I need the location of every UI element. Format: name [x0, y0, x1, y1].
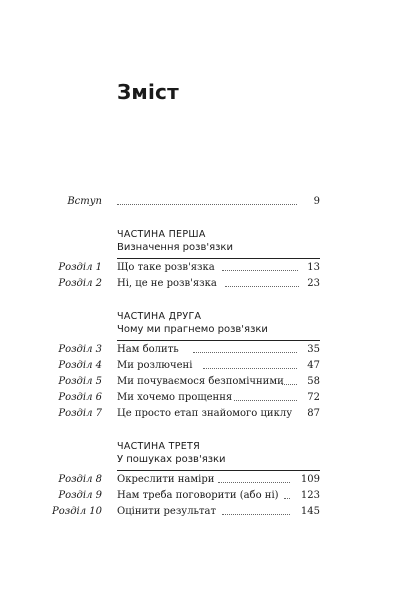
dot-leader: [203, 368, 297, 369]
toc-entry[interactable]: [0, 342, 400, 358]
entry-page: 145: [300, 506, 320, 517]
toc-entry[interactable]: [0, 488, 400, 504]
entry-label: Розділ 1: [58, 262, 102, 273]
part-title[interactable]: У пошуках розв'язки: [117, 453, 320, 471]
part-label: ЧАСТИНА ДРУГА: [117, 311, 202, 322]
dot-leader: [222, 270, 298, 271]
entry-title: Це просто етап знайомого циклу: [117, 408, 293, 419]
dot-leader: [282, 384, 297, 385]
toc-entry[interactable]: [0, 358, 400, 374]
toc-entry[interactable]: [0, 390, 400, 406]
part-label: ЧАСТИНА ТРЕТЯ: [117, 441, 201, 452]
entry-label: Розділ 6: [58, 392, 102, 403]
toc-entry-intro[interactable]: [0, 194, 400, 210]
entry-label: Розділ 5: [58, 376, 102, 387]
entry-page: 109: [300, 474, 320, 485]
entry-page: 9: [313, 196, 320, 207]
entry-label: Розділ 4: [58, 360, 102, 371]
entry-page: 58: [307, 376, 320, 387]
dot-leader: [222, 514, 290, 515]
entry-title: Нам болить: [117, 344, 179, 355]
entry-page: 35: [307, 344, 320, 355]
dot-leader: [225, 286, 299, 287]
toc-entry[interactable]: [0, 472, 400, 488]
entry-page: 13: [307, 262, 320, 273]
entry-title: Оцінити результат: [117, 506, 217, 517]
page-title: Зміст: [117, 80, 179, 104]
entry-label: Розділ 2: [58, 278, 102, 289]
entry-title: Окреслити наміри: [117, 474, 215, 485]
entry-label: Вступ: [67, 196, 102, 207]
entry-label: Розділ 3: [58, 344, 102, 355]
entry-title: Нам треба поговорити (або ні): [117, 490, 279, 501]
entry-label: Розділ 8: [58, 474, 102, 485]
entry-title: Ми почуваємося безпомічними: [117, 376, 284, 387]
entry-title: Ні, це не розв'язка: [117, 278, 217, 289]
entry-title: Ми хочемо прощення: [117, 392, 233, 403]
entry-label: Розділ 9: [58, 490, 102, 501]
toc-entry[interactable]: [0, 504, 400, 520]
dot-leader: [193, 352, 297, 353]
part-title[interactable]: Визначення розв'язки: [117, 241, 320, 259]
dot-leader: [117, 204, 297, 205]
dot-leader: [284, 498, 290, 499]
entry-label: Розділ 10: [51, 506, 102, 517]
entry-page: 23: [307, 278, 320, 289]
part-label: ЧАСТИНА ПЕРША: [117, 229, 206, 240]
dot-leader: [234, 400, 297, 401]
entry-title: Що таке розв'язка: [117, 262, 215, 273]
entry-label: Розділ 7: [58, 408, 102, 419]
entry-page: 87: [307, 408, 320, 419]
entry-page: 72: [307, 392, 320, 403]
dot-leader: [218, 482, 290, 483]
toc-entry[interactable]: [0, 260, 400, 276]
toc-entry[interactable]: [0, 406, 400, 422]
entry-page: 47: [307, 360, 320, 371]
toc-entry[interactable]: [0, 374, 400, 390]
entry-title: Ми розлючені: [117, 360, 193, 371]
entry-page: 123: [300, 490, 320, 501]
part-title[interactable]: Чому ми прагнемо розв'язки: [117, 323, 320, 341]
toc-entry[interactable]: [0, 276, 400, 292]
